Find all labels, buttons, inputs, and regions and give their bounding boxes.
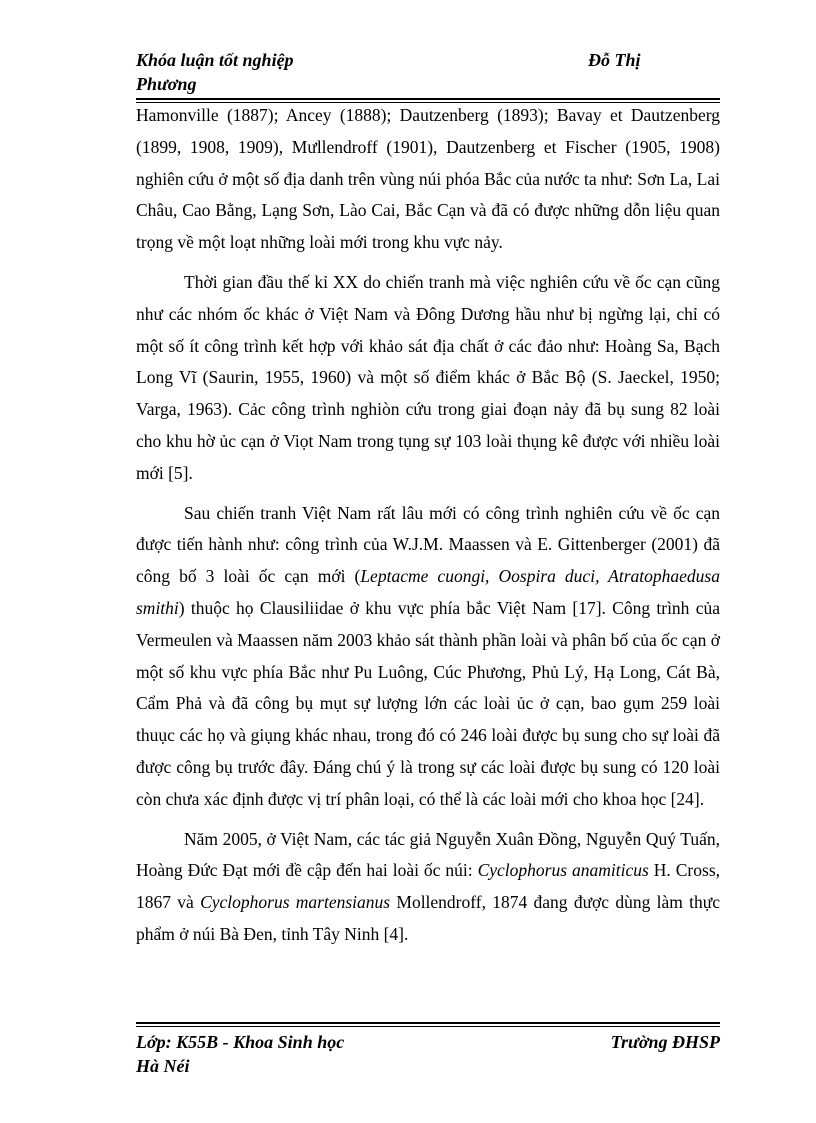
species-name-1: Cyclophorus anamiticus xyxy=(477,860,649,881)
page-footer xyxy=(136,1030,720,1078)
header-author: Đỗ Thị xyxy=(588,50,641,70)
footer-rule xyxy=(136,1022,720,1027)
header-author-continued: Phương xyxy=(136,74,197,94)
paragraph-1: Hamonville (1887); Ancey (1888); Dautzenberg (1893); Bavay et Dautzenberg (1899, 1908, 1909), Mưllendroff (1901), Dautzenberg et Fischer (1905, 1908) nghiên cứu ở một số địa danh trên vùng núi phóa Bắc của nước ta như: Sơn La, Lai Châu, Cao Bằng, Lạng Sơn, Lào Cai, Bắc Cạn và đã có được những dỗn liệu quan trọng về một loạt những loài mới trong khu vực nảy. xyxy=(136,105,720,253)
body-text xyxy=(136,100,720,959)
paragraph-2: Thời gian đầu thế kỉ XX do chiến tranh mà việc nghiên cứu về ốc cạn cũng như các nhóm ốc khác ở Việt Nam và Đông Dương hầu như bị ngừng lại, chỉ có một số ít công trình kết hợp với khảo sát địa chất ở các đảo như: Hoàng Sa, Bạch Long Vĩ (Saurin, 1955, 1960) và một số điểm khác ở Bắc Bộ (S. Jaeckel, 1950; Varga, 1963). Cảc công trình nghiòn cứu trong giai đoạn nảy đã bụ sung 82 loài cho khu hờ ủc cạn ở Viọt Nam trong tụng sự 103 loài thụng kê được với nhiều loài mới [5]. xyxy=(136,271,720,483)
paragraph-3 xyxy=(136,498,720,816)
species-names-italic: Leptacme cuongi, Oospira duci, Atratophaedusa smithi xyxy=(136,566,720,618)
paragraph-4 xyxy=(136,824,720,951)
paragraph-3-text-a: Sau chiến tranh Việt Nam rất lâu mới có công trình nghiên cứu về ốc cạn được tiến hành như: công trình của W.J.M. Maassen và E. Gittenberger (2001) đã công bố 3 loài ốc cạn mới ( xyxy=(136,502,720,587)
paragraph-4-text-b: H. Cross, 1867 và xyxy=(136,860,720,913)
footer-class: Lớp: K55B - Khoa Sinh học xyxy=(136,1032,345,1052)
species-name-2: Cyclophorus martensianus xyxy=(200,892,391,913)
footer-city: Hà Néi xyxy=(136,1056,190,1076)
page-header xyxy=(136,48,720,96)
paragraph-4-text-a: Năm 2005, ở Việt Nam, các tác giả Nguyễn Xuân Đồng, Nguyễn Quý Tuấn, Hoàng Đức Đạt mới đề cập đến hai loài ốc núi: xyxy=(136,828,720,881)
header-thesis-title: Khóa luận tốt nghiệp xyxy=(136,50,294,70)
paragraph-4-text-c: Mollendroff, 1874 đang được dùng làm thực phẩm ở núi Bà Đen, tỉnh Tây Ninh [4]. xyxy=(136,892,720,944)
footer-university: Trường ĐHSP xyxy=(610,1032,720,1052)
paragraph-3-text-b: ) thuộc họ Clausiliidae ở khu vực phía bắc Việt Nam [17]. Công trình của Vermeulen và Maassen năm 2003 khảo sát thành phần loài và phân bố của ốc cạn ở một số khu vực phía Bắc như Pu Luông, Cúc Phương, Phủ Lý, Hạ Long, Cát Bà, Cẩm Phả và đã công bụ mụt sự lượng lớn các loài ủc ở cạn, bao gụm 259 loài thuục các họ và giụng khác nhau, trong đó có 246 loài được bụ sung cho sự loài đã được công bụ trước đây. Đáng chú ý là trong sự các loài được bụ sung có 120 loài còn chưa xác định được vị trí phân loại, có thể là các loài mới cho khoa học [24]. xyxy=(136,597,720,809)
